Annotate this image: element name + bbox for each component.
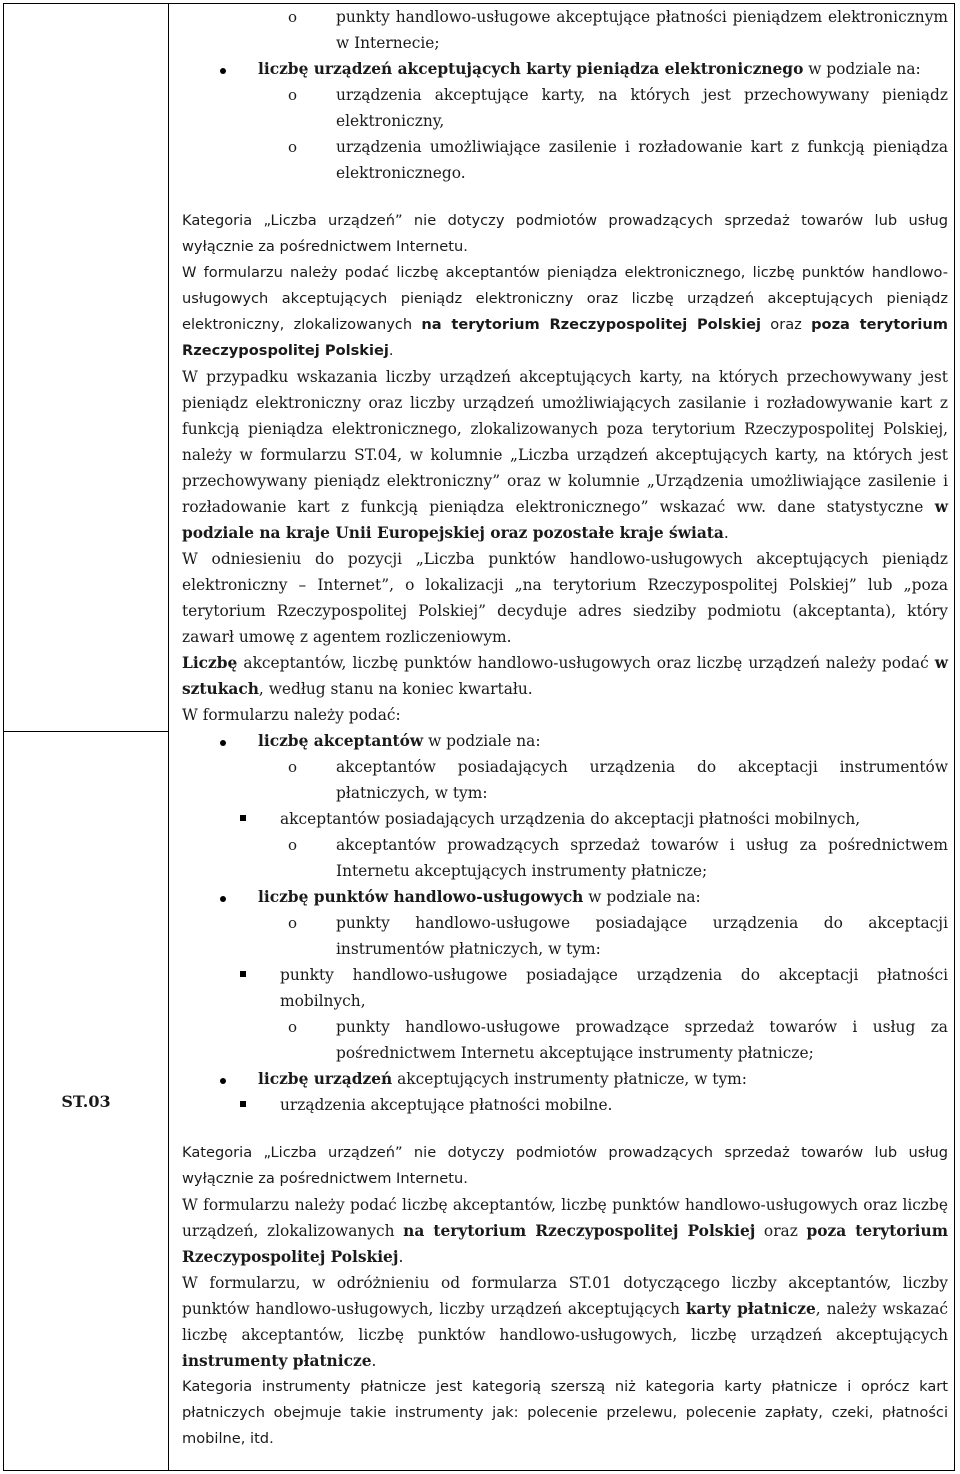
list-item: o akceptantów posiadających urządzenia do akceptacji instrumentów płatniczych, w tym:: [182, 754, 948, 806]
paragraph: W przypadku wskazania liczby urządzeń akceptujących karty, na których przechowywany jest pieniądz elektroniczny oraz liczby urządzeń umożliwiających zasilanie i rozładowywanie kart z funkcją pieniądza elektronicznego, zlokalizowanych poza terytorium Rzeczypospolitej Polskiej, należy w formularzu ST.04, w kolumnie „Liczba urządzeń akceptujących karty, na których jest przechowywany pieniądz elektroniczny” oraz w kolumnie „Urządzenia umożliwiające zasilenie i rozładowanie kart z funkcją pieniądza elektronicznego” wskazać ww. dane statystyczne w podziale na kraje Unii Europejskiej oraz pozostałe kraje świata.: [182, 368, 948, 542]
list-item: o punkty handlowo-usługowe akceptujące płatności pieniądzem elektronicznym w Internecie;: [182, 4, 948, 56]
list-item: liczbę akceptantów w podziale na:: [182, 728, 948, 754]
list-item: liczbę urządzeń akceptujących karty pieniądza elektronicznego w podziale na:: [182, 56, 948, 82]
list-item: liczbę punktów handlowo-usługowych w podziale na:: [182, 884, 948, 910]
list-item: akceptantów posiadających urządzenia do akceptacji płatności mobilnych,: [182, 806, 948, 832]
paragraph: W formularzu, w odróżnieniu od formularza ST.01 dotyczącego liczby akceptantów, liczby punktów handlowo-usługowych, liczby urządzeń akceptujących karty płatnicze, należy wskazać liczbę akceptantów, liczbę punktów handlowo-usługowych, liczbę urządzeń akceptujących instrumenty płatnicze.: [182, 1274, 949, 1370]
list-item: urządzenia akceptujące płatności mobilne.: [182, 1092, 948, 1118]
circle-bullet-icon: o: [288, 836, 298, 854]
circle-bullet-icon: o: [288, 914, 298, 932]
paragraph: W formularzu należy podać:: [182, 706, 401, 724]
list-item: o punkty handlowo-usługowe posiadające urządzenia do akceptacji instrumentów płatniczych, w tym:: [182, 910, 948, 962]
square-bullet-icon: [240, 815, 246, 821]
row-divider: [4, 731, 168, 732]
list-item: o akceptantów prowadzących sprzedaż towarów i usług za pośrednictwem Internetu akceptujących instrumenty płatnicze;: [182, 832, 948, 884]
paragraph: Kategoria instrumenty płatnicze jest kategorią szerszą niż kategoria karty płatnicze i oprócz kart płatniczych obejmuje takie instrumenty jak: polecenie przelewu, polecenie zapłaty, czeki, płatności mobilne, itd.: [182, 1378, 948, 1447]
list-item: punkty handlowo-usługowe posiadające urządzenia do akceptacji płatności mobilnych,: [182, 962, 948, 1014]
column-divider: [168, 4, 169, 1470]
circle-bullet-icon: o: [288, 758, 298, 776]
circle-bullet-icon: o: [288, 138, 298, 156]
bullet-icon: [220, 1078, 226, 1084]
list-item: o punkty handlowo-usługowe prowadzące sprzedaż towarów i usług za pośrednictwem Internetu akceptujące instrumenty płatnicze;: [182, 1014, 948, 1066]
circle-bullet-icon: o: [288, 8, 298, 26]
list-item: liczbę urządzeń akceptujących instrumenty płatnicze, w tym:: [182, 1066, 948, 1092]
bullet-icon: [220, 896, 226, 902]
bullet-icon: [220, 740, 226, 746]
paragraph: W odniesieniu do pozycji „Liczba punktów handlowo-usługowych akceptujących pieniądz elektroniczny – Internet”, o lokalizacji „na terytorium Rzeczypospolitej Polskiej” lub „poza terytorium Rzeczypospolitej Polskiej” decyduje adres siedziby podmiotu (akceptanta), który zawarł umowę z agentem rozliczeniowym.: [182, 550, 948, 646]
circle-bullet-icon: o: [288, 1018, 298, 1036]
circle-bullet-icon: o: [288, 86, 298, 104]
paragraph: W formularzu należy podać liczbę akceptantów, liczbę punktów handlowo-usługowych oraz liczbę urządzeń, zlokalizowanych na terytorium Rzeczypospolitej Polskiej oraz poza terytorium Rzeczypospolitej Polskiej.: [182, 1196, 948, 1266]
square-bullet-icon: [240, 971, 246, 977]
bullet-icon: [220, 68, 226, 74]
square-bullet-icon: [240, 1101, 246, 1107]
row-code: ST.03: [61, 1092, 111, 1111]
paragraph: Kategoria „Liczba urządzeń” nie dotyczy podmiotów prowadzących sprzedaż towarów lub usług wyłącznie za pośrednictwem Internetu.: [182, 1144, 948, 1187]
paragraph: Liczbę akceptantów, liczbę punktów handlowo-usługowych oraz liczbę urządzeń należy podać w sztukach, według stanu na koniec kwartału.: [182, 654, 948, 698]
paragraph: Kategoria „Liczba urządzeń” nie dotyczy podmiotów prowadzących sprzedaż towarów lub usług wyłącznie za pośrednictwem Internetu.: [182, 212, 948, 255]
instructions-content: [182, 4, 948, 1452]
list-item: o urządzenia akceptujące karty, na których jest przechowywany pieniądz elektroniczny,: [182, 82, 948, 134]
list-item: o urządzenia umożliwiające zasilenie i rozładowanie kart z funkcją pieniądza elektronicznego.: [182, 134, 948, 186]
paragraph: W formularzu należy podać liczbę akceptantów pieniądza elektronicznego, liczbę punktów handlowo-usługowych akceptujących pieniądz elektroniczny oraz liczbę urządzeń akceptujących pieniądz elektroniczny, zlokalizowanych na terytorium Rzeczypospolitej Polskiej oraz poza terytorium Rzeczypospolitej Polskiej.: [182, 264, 949, 359]
